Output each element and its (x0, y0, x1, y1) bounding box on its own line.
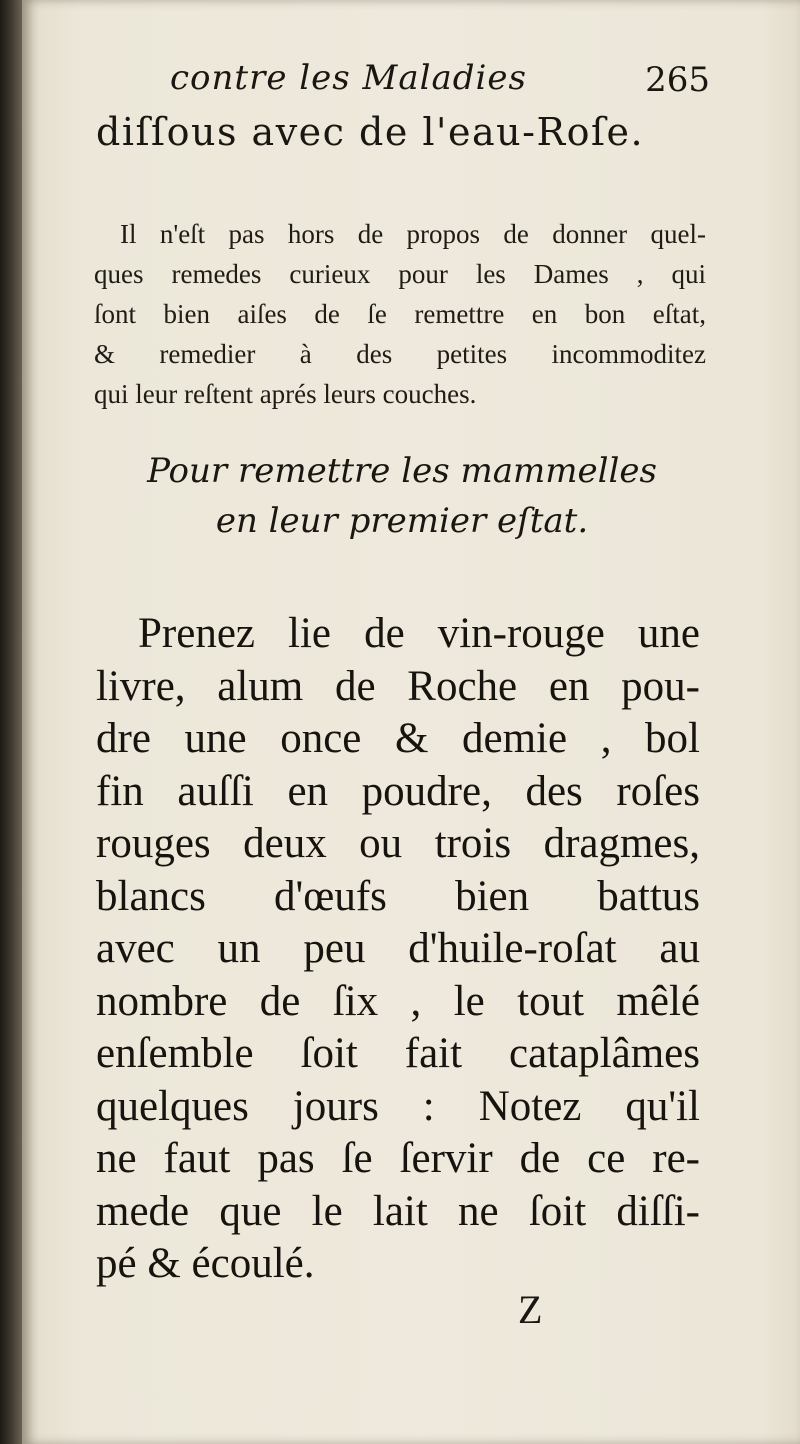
recipe-line: rouges deux ou trois dragmes, (96, 820, 700, 867)
introductory-note (94, 214, 706, 414)
heading-line: Pour remettre les mammelles (147, 451, 657, 491)
recipe-line: ne faut pas ſe ſervir de ce re- (96, 1135, 700, 1182)
note-line: & remedier à des petites incommoditez (94, 339, 706, 369)
recipe-heading (96, 446, 708, 546)
recipe-line: pé & écoulé. (96, 1240, 315, 1287)
recipe-line: blancs d'œufs bien battus (96, 872, 700, 920)
recipe-line: avec un peu d'huile-roſat au (96, 925, 700, 972)
running-title: contre les Maladies (170, 58, 527, 98)
page-number: 265 (645, 60, 710, 100)
recipe-line: quelques jours : Notez qu'il (96, 1082, 700, 1130)
recipe-line: enſemble ſoit fait cataplâmes (96, 1030, 700, 1077)
recipe-line: nombre de ſix , le tout mêlé (96, 977, 700, 1025)
signature-mark: Z (518, 1287, 543, 1332)
recipe-line: livre, alum de Roche en pou- (96, 662, 700, 710)
recipe-line: Prenez lie de vin-rouge une (138, 610, 700, 657)
recipe-line: fin auſſi en poudre, des roſes (96, 767, 700, 815)
recipe-line: mede que le lait ne ſoit diſſi- (96, 1187, 700, 1235)
carryover-line: diſſous avec de l'eau-Roſe. (96, 110, 645, 154)
note-line: ques remedes curieux pour les Dames , qui (94, 259, 706, 289)
page-header (170, 52, 730, 108)
note-line: Il n'eſt pas hors de propos de donner quel- (120, 219, 706, 249)
note-line: ſont bien aiſes de ſe remettre en bon eſtat, (94, 299, 706, 329)
book-spine-edge (0, 0, 22, 1444)
note-line: qui leur reſtent aprés leurs couches. (94, 379, 477, 409)
heading-line: en leur premier eſtat. (215, 501, 589, 541)
recipe-line: dre une once & demie , bol (96, 715, 700, 762)
recipe-body (96, 608, 700, 1291)
